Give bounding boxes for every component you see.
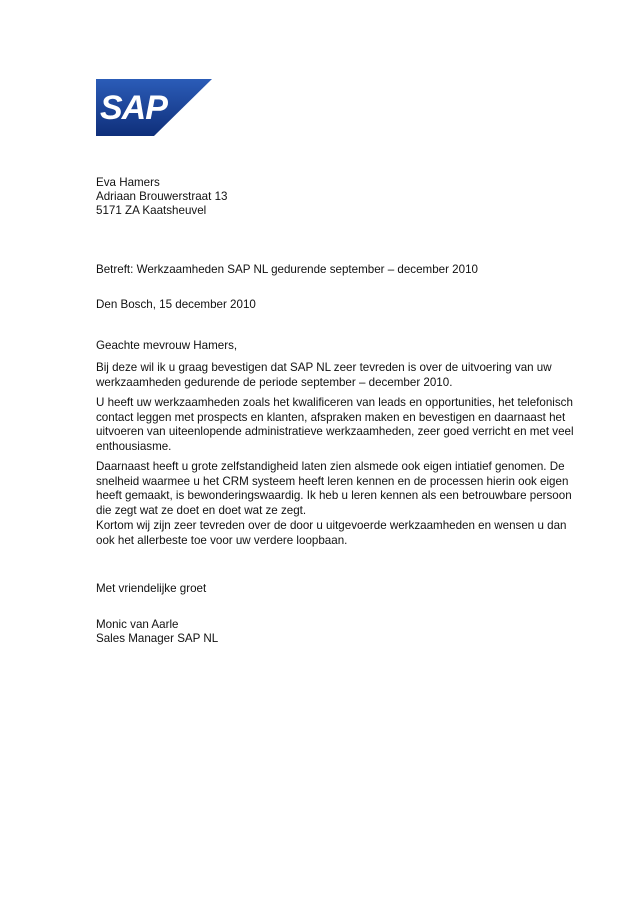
signature-title: Sales Manager SAP NL bbox=[96, 632, 219, 645]
paragraph-line: Bij deze wil ik u graag bevestigen dat SAP NL zeer tevreden is over de uitvoering van uw bbox=[96, 361, 552, 374]
recipient-city: 5171 ZA Kaatsheuvel bbox=[96, 204, 207, 217]
paragraph-line: die zegt wat ze doet en doet wat ze zegt. bbox=[96, 503, 307, 517]
body-paragraph-3 bbox=[96, 460, 572, 518]
paragraph-line: Daarnaast heeft u grote zelfstandigheid laten zien alsmede ook eigen intiatief genomen. De bbox=[96, 460, 565, 473]
body-paragraph-2 bbox=[96, 396, 574, 454]
closing: Met vriendelijke groet bbox=[96, 582, 207, 595]
paragraph-line: enthousiasme. bbox=[96, 439, 172, 453]
paragraph-line: uitvoeren van uiteenlopende administratieve werkzaamheden, zeer goed verricht en met veel bbox=[96, 425, 574, 439]
sap-logo bbox=[96, 79, 212, 136]
paragraph-line: snelheid waarmee u het CRM systeem heeft leren kennen en de processen hierin ook eigen bbox=[96, 474, 569, 488]
salutation: Geachte mevrouw Hamers, bbox=[96, 339, 238, 352]
body-paragraph-4 bbox=[96, 519, 567, 548]
paragraph-line: ook het allerbeste toe voor uw verdere loopbaan. bbox=[96, 533, 348, 547]
paragraph-line: Kortom wij zijn zeer tevreden over de door u uitgevoerde werkzaamheden en wensen u dan bbox=[96, 519, 567, 532]
subject-line: Betreft: Werkzaamheden SAP NL gedurende september – december 2010 bbox=[96, 263, 478, 276]
paragraph-line: contact leggen met prospects en klanten, afspraken maken en bevestigen en daarnaast het bbox=[96, 410, 566, 424]
paragraph-line: werkzaamheden gedurende de periode september – december 2010. bbox=[96, 375, 453, 389]
registered-mark: ® bbox=[163, 125, 170, 135]
signature-name: Monic van Aarle bbox=[96, 618, 179, 631]
recipient-street: Adriaan Brouwerstraat 13 bbox=[96, 190, 228, 203]
paragraph-line: U heeft uw werkzaamheden zoals het kwalificeren van leads en opportunities, het telefonisch bbox=[96, 396, 573, 409]
sap-logo-text: SAP bbox=[100, 89, 167, 127]
recipient-name: Eva Hamers bbox=[96, 176, 160, 189]
place-date: Den Bosch, 15 december 2010 bbox=[96, 298, 256, 311]
paragraph-line: heeft gemaakt, is bewonderingswaardig. Ik heb u leren kennen als een betrouwbare persoon bbox=[96, 489, 572, 503]
body-paragraph-1 bbox=[96, 361, 556, 390]
